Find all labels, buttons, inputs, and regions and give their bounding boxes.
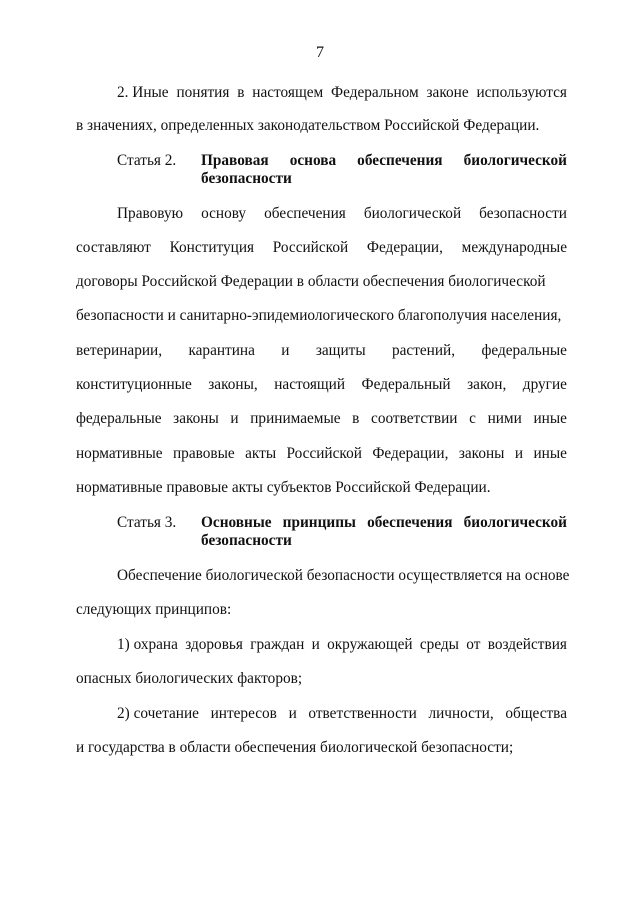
word: понятия bbox=[176, 84, 230, 101]
article-2-body-line-5 bbox=[76, 342, 567, 360]
principle-2-line-1 bbox=[117, 705, 567, 723]
word: основа bbox=[289, 152, 337, 169]
word: обеспечения bbox=[357, 152, 443, 169]
principle-1-line-1 bbox=[117, 636, 567, 654]
word: Федеральный bbox=[361, 376, 451, 393]
word: договоры Российской Федерации в области обеспечения биологической bbox=[76, 273, 546, 290]
word: биологической bbox=[363, 205, 462, 222]
word: в bbox=[352, 410, 360, 427]
intro-line-1 bbox=[117, 84, 567, 102]
word: 2) сочетание bbox=[117, 705, 199, 722]
word: Российской bbox=[286, 445, 362, 462]
word: составляют bbox=[76, 239, 151, 256]
article-2-body-line-2 bbox=[76, 239, 567, 257]
word: законы bbox=[173, 410, 219, 427]
word: Правовую bbox=[117, 205, 184, 222]
word: окружающей bbox=[327, 636, 413, 653]
article-3-body-line-1: Обеспечение биологической безопасности осуществляется на основе bbox=[117, 567, 570, 584]
word: Российской bbox=[272, 239, 349, 256]
word: и bbox=[311, 636, 320, 653]
word: безопасности bbox=[479, 205, 567, 222]
principle-2-line-2: и государства в области обеспечения биологической безопасности; bbox=[76, 739, 514, 756]
word: интересов bbox=[210, 705, 277, 722]
word: Федерации, bbox=[366, 239, 443, 256]
article-3-title-line-1 bbox=[201, 514, 567, 532]
word: среды bbox=[419, 636, 459, 653]
word: и bbox=[514, 445, 524, 462]
word: законе bbox=[426, 84, 469, 101]
article-2-title-line-2: безопасности bbox=[201, 170, 292, 187]
article-3-title-line-2: безопасности bbox=[201, 532, 292, 549]
article-2-body-line-3 bbox=[76, 273, 567, 291]
word: настоящий bbox=[274, 376, 346, 393]
word: защиты bbox=[315, 342, 366, 359]
word: растений, bbox=[391, 342, 456, 359]
word: основу bbox=[201, 205, 247, 222]
word: федеральные bbox=[481, 342, 567, 359]
word: граждан bbox=[250, 636, 305, 653]
word: федеральные bbox=[76, 410, 162, 427]
word: обеспечения bbox=[264, 205, 346, 222]
word: от bbox=[466, 636, 481, 653]
intro-line-2: в значениях, определенных законодательством Российской Федерации. bbox=[76, 117, 540, 134]
principle-1-line-2: опасных биологических факторов; bbox=[76, 670, 303, 687]
word: биологической bbox=[463, 514, 567, 531]
word: нормативные bbox=[76, 445, 163, 462]
word: личности, bbox=[428, 705, 494, 722]
word: 2. Иные bbox=[117, 84, 169, 101]
word: и bbox=[288, 705, 297, 722]
word: безопасности и санитарно-эпидемиологического благополучия населения, bbox=[76, 307, 562, 324]
word: и bbox=[230, 410, 239, 427]
article-2-body-line-1 bbox=[117, 205, 567, 223]
word: соответствии bbox=[371, 410, 458, 427]
word: акты bbox=[245, 445, 277, 462]
word: закон, bbox=[467, 376, 507, 393]
article-2-body-line-8 bbox=[76, 445, 567, 463]
word: законы, bbox=[208, 376, 258, 393]
article-2-body-line-9: нормативные правовые акты субъектов Российской Федерации. bbox=[76, 479, 491, 496]
word: настоящем bbox=[252, 84, 324, 101]
word: ветеринарии, bbox=[76, 342, 163, 359]
word: законы bbox=[458, 445, 505, 462]
word: иные bbox=[533, 410, 567, 427]
word: биологической bbox=[463, 152, 567, 169]
word: Федеральном bbox=[331, 84, 419, 101]
word: другие bbox=[522, 376, 567, 393]
word: здоровья bbox=[185, 636, 243, 653]
word: используются bbox=[476, 84, 567, 101]
article-2-body-line-4 bbox=[76, 307, 567, 325]
word: воздействия bbox=[487, 636, 567, 653]
article-2-title-line-1 bbox=[201, 152, 567, 170]
word: ними bbox=[487, 410, 522, 427]
word: 1) охрана bbox=[117, 636, 178, 653]
word: с bbox=[469, 410, 476, 427]
word: Основные bbox=[201, 514, 272, 531]
word: обеспечения bbox=[367, 514, 453, 531]
article-3-body-line-2: следующих принципов: bbox=[76, 601, 232, 618]
word: правовые bbox=[173, 445, 235, 462]
word: Правовая bbox=[201, 152, 269, 169]
article-3-label: Статья 3. bbox=[117, 514, 177, 531]
word: ответственности bbox=[308, 705, 417, 722]
word: принимаемые bbox=[250, 410, 341, 427]
article-2-label: Статья 2. bbox=[117, 152, 177, 169]
word: общества bbox=[505, 705, 567, 722]
article-2-body-line-7 bbox=[76, 410, 567, 428]
word: конституционные bbox=[76, 376, 192, 393]
page-number: 7 bbox=[316, 44, 324, 61]
word: в bbox=[237, 84, 245, 101]
word: и bbox=[281, 342, 290, 359]
word: Конституция bbox=[169, 239, 255, 256]
article-2-body-line-6 bbox=[76, 376, 567, 394]
word: принципы bbox=[282, 514, 357, 531]
word: карантина bbox=[188, 342, 255, 359]
word: иные bbox=[533, 445, 567, 462]
word: международные bbox=[461, 239, 567, 256]
word: Федерации, bbox=[372, 445, 449, 462]
